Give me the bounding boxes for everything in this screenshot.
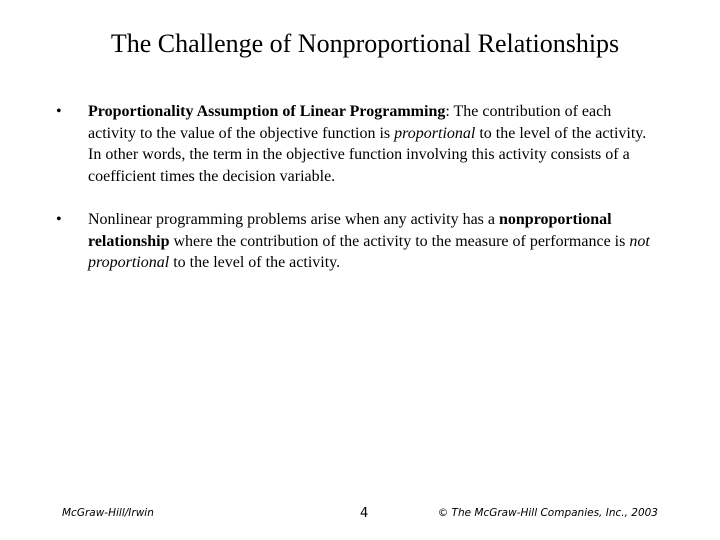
bullet-item-proportionality [56, 101, 656, 187]
bullet-marker: • [56, 103, 62, 120]
bullet-text: Nonlinear programming problems arise when any activity has a [88, 211, 499, 228]
bullet-emphasis: proportional [394, 124, 476, 142]
bullet-item-nonlinear [56, 209, 656, 274]
bullet-colon: : [445, 103, 450, 120]
bullet-text: where the contribution of the activity to the measure of performance is [169, 232, 630, 250]
bullet-term: Proportionality Assumption of Linear Programming [88, 103, 446, 120]
footer-copyright: © The McGraw-Hill Companies, Inc., 2003 [437, 507, 658, 519]
slide-title: The Challenge of Nonproportional Relationships [110, 29, 620, 58]
page-number: 4 [360, 506, 369, 521]
bullet-term: nonproportional relationship [88, 211, 612, 250]
bullet-marker: • [56, 211, 62, 228]
bullet-emphasis: not proportional [88, 232, 650, 271]
bullet-text: to the level of the activity. [169, 254, 341, 271]
bullet-list [56, 101, 656, 274]
bullet-text: to the level of the activity. In other words, the term in the objective function involving this activity consists of a coefficient times the decision variable. [88, 124, 647, 185]
bullet-text: The contribution of each activity to the value of the objective function is [88, 103, 612, 142]
footer-publisher: McGraw-Hill/Irwin [62, 507, 154, 519]
